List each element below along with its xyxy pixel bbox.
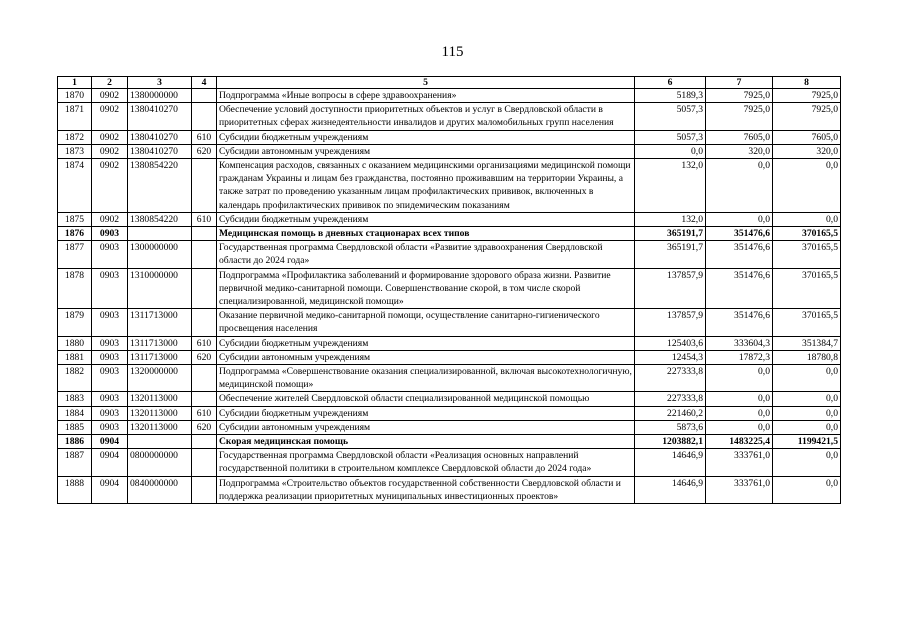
section-code: 0904 <box>92 435 128 449</box>
item-name: Скорая медицинская помощь <box>217 435 635 449</box>
expense-type-code <box>192 365 217 392</box>
section-code: 0903 <box>92 227 128 241</box>
table-row <box>58 212 841 226</box>
amount-2024: 320,0 <box>773 144 841 158</box>
amount-2023: 7605,0 <box>706 130 773 144</box>
amount-2024: 351384,7 <box>773 336 841 350</box>
row-number: 1872 <box>58 130 92 144</box>
section-code: 0904 <box>92 476 128 503</box>
amount-2023: 7925,0 <box>706 103 773 130</box>
item-name: Подпрограмма «Профилактика заболеваний и формирование здорового образа жизни. Развитие первичной медико-санитарной помощи. Совершенствование скорой, в том числе скорой специализированной, медицинской помощи» <box>217 268 635 309</box>
amount-2024: 370165,5 <box>773 268 841 309</box>
item-name: Подпрограмма «Строительство объектов государственной собственности Свердловской области и поддержка реализации приоритетных муниципальных инвестиционных проектов» <box>217 476 635 503</box>
target-code: 0840000000 <box>128 476 192 503</box>
row-number: 1881 <box>58 350 92 364</box>
amount-2023: 333761,0 <box>706 449 773 476</box>
target-code: 1300000000 <box>128 241 192 268</box>
expense-type-code <box>192 449 217 476</box>
target-code: 1320000000 <box>128 365 192 392</box>
item-name: Субсидии бюджетным учреждениям <box>217 336 635 350</box>
section-code: 0903 <box>92 241 128 268</box>
amount-2024: 7925,0 <box>773 89 841 103</box>
col-header: 8 <box>773 77 841 89</box>
amount-2023: 351476,6 <box>706 309 773 336</box>
page-number: 115 <box>441 44 464 60</box>
target-code: 1380854220 <box>128 212 192 226</box>
item-name: Субсидии бюджетным учреждениям <box>217 130 635 144</box>
expense-type-code: 610 <box>192 406 217 420</box>
table-row <box>58 392 841 406</box>
col-header: 7 <box>706 77 773 89</box>
expense-type-code: 610 <box>192 212 217 226</box>
amount-2024: 0,0 <box>773 212 841 226</box>
row-number: 1876 <box>58 227 92 241</box>
section-code: 0903 <box>92 350 128 364</box>
table-row <box>58 241 841 268</box>
expense-type-code <box>192 268 217 309</box>
expense-type-code <box>192 159 217 213</box>
row-number: 1884 <box>58 406 92 420</box>
amount-2023: 0,0 <box>706 406 773 420</box>
amount-2023: 0,0 <box>706 159 773 213</box>
item-name: Субсидии автономным учреждениям <box>217 420 635 434</box>
target-code: 1320113000 <box>128 420 192 434</box>
table-row <box>58 89 841 103</box>
amount-2023: 17872,3 <box>706 350 773 364</box>
amount-2024: 0,0 <box>773 406 841 420</box>
target-code: 1311713000 <box>128 336 192 350</box>
item-name: Субсидии бюджетным учреждениям <box>217 406 635 420</box>
target-code <box>128 227 192 241</box>
row-number: 1873 <box>58 144 92 158</box>
amount-2022: 365191,7 <box>635 227 706 241</box>
item-name: Субсидии автономным учреждениям <box>217 144 635 158</box>
row-number: 1885 <box>58 420 92 434</box>
item-name: Государственная программа Свердловской области «Реализация основных направлений государственной политики в строительном комплексе Свердловской области до 2024 года» <box>217 449 635 476</box>
amount-2023: 0,0 <box>706 392 773 406</box>
amount-2022: 132,0 <box>635 159 706 213</box>
amount-2024: 0,0 <box>773 365 841 392</box>
target-code: 1311713000 <box>128 309 192 336</box>
item-name: Государственная программа Свердловской области «Развитие здравоохранения Свердловской области до 2024 года» <box>217 241 635 268</box>
table-row <box>58 435 841 449</box>
row-number: 1886 <box>58 435 92 449</box>
amount-2022: 14646,9 <box>635 476 706 503</box>
section-code: 0903 <box>92 309 128 336</box>
section-code: 0904 <box>92 449 128 476</box>
item-name: Компенсация расходов, связанных с оказанием медицинскими организациями медицинской помощи гражданам Украины и лицам без гражданства, постоянно проживавшим на территории Украины, а также затрат по проведению указанным лицам профилактических прививок, включенных в календарь профилактических прививок по эпидемическим показаниям <box>217 159 635 213</box>
table-row <box>58 420 841 434</box>
table-row <box>58 130 841 144</box>
amount-2023: 333761,0 <box>706 476 773 503</box>
row-number: 1874 <box>58 159 92 213</box>
table-row <box>58 144 841 158</box>
target-code: 1311713000 <box>128 350 192 364</box>
row-number: 1875 <box>58 212 92 226</box>
table-row <box>58 476 841 503</box>
expense-type-code <box>192 227 217 241</box>
expense-type-code <box>192 392 217 406</box>
table-row <box>58 227 841 241</box>
expense-type-code: 610 <box>192 130 217 144</box>
table-row <box>58 350 841 364</box>
item-name: Обеспечение жителей Свердловской области специализированной медицинской помощью <box>217 392 635 406</box>
row-number: 1877 <box>58 241 92 268</box>
row-number: 1878 <box>58 268 92 309</box>
row-number: 1871 <box>58 103 92 130</box>
amount-2022: 5057,3 <box>635 103 706 130</box>
table-row <box>58 365 841 392</box>
table-row <box>58 309 841 336</box>
section-code: 0902 <box>92 159 128 213</box>
col-header: 2 <box>92 77 128 89</box>
amount-2024: 370165,5 <box>773 241 841 268</box>
target-code <box>128 435 192 449</box>
table-row <box>58 336 841 350</box>
amount-2023: 1483225,4 <box>706 435 773 449</box>
expense-type-code <box>192 241 217 268</box>
amount-2024: 0,0 <box>773 449 841 476</box>
table-row <box>58 159 841 213</box>
section-code: 0902 <box>92 103 128 130</box>
col-header: 1 <box>58 77 92 89</box>
expense-type-code <box>192 476 217 503</box>
row-number: 1882 <box>58 365 92 392</box>
col-header: 5 <box>217 77 635 89</box>
section-code: 0903 <box>92 392 128 406</box>
target-code: 1320113000 <box>128 406 192 420</box>
amount-2024: 0,0 <box>773 420 841 434</box>
row-number: 1880 <box>58 336 92 350</box>
item-name: Субсидии автономным учреждениям <box>217 350 635 364</box>
section-code: 0903 <box>92 365 128 392</box>
target-code: 1380854220 <box>128 159 192 213</box>
target-code: 1380000000 <box>128 89 192 103</box>
amount-2022: 137857,9 <box>635 268 706 309</box>
row-number: 1883 <box>58 392 92 406</box>
item-name: Обеспечение условий доступности приоритетных объектов и услуг в Свердловской области в приоритетных сферах жизнедеятельности инвалидов и других маломобильных групп населения <box>217 103 635 130</box>
item-name: Медицинская помощь в дневных стационарах всех типов <box>217 227 635 241</box>
header-row <box>58 77 841 89</box>
amount-2024: 370165,5 <box>773 227 841 241</box>
section-code: 0902 <box>92 144 128 158</box>
target-code: 1310000000 <box>128 268 192 309</box>
amount-2023: 351476,6 <box>706 227 773 241</box>
col-header: 4 <box>192 77 217 89</box>
amount-2022: 5189,3 <box>635 89 706 103</box>
amount-2022: 221460,2 <box>635 406 706 420</box>
amount-2022: 5057,3 <box>635 130 706 144</box>
amount-2024: 18780,8 <box>773 350 841 364</box>
amount-2022: 5873,6 <box>635 420 706 434</box>
amount-2022: 365191,7 <box>635 241 706 268</box>
amount-2023: 0,0 <box>706 212 773 226</box>
amount-2024: 7925,0 <box>773 103 841 130</box>
amount-2024: 7605,0 <box>773 130 841 144</box>
target-code: 1320113000 <box>128 392 192 406</box>
expense-type-code: 620 <box>192 350 217 364</box>
amount-2023: 0,0 <box>706 420 773 434</box>
section-code: 0903 <box>92 336 128 350</box>
table-row <box>58 449 841 476</box>
amount-2024: 1199421,5 <box>773 435 841 449</box>
item-name: Оказание первичной медико-санитарной помощи, осуществление санитарно-гигиенического просвещения населения <box>217 309 635 336</box>
section-code: 0902 <box>92 212 128 226</box>
amount-2023: 351476,6 <box>706 241 773 268</box>
section-code: 0902 <box>92 89 128 103</box>
row-number: 1879 <box>58 309 92 336</box>
section-code: 0903 <box>92 406 128 420</box>
amount-2022: 137857,9 <box>635 309 706 336</box>
row-number: 1870 <box>58 89 92 103</box>
amount-2023: 320,0 <box>706 144 773 158</box>
amount-2022: 0,0 <box>635 144 706 158</box>
amount-2022: 132,0 <box>635 212 706 226</box>
expense-type-code: 610 <box>192 336 217 350</box>
amount-2024: 0,0 <box>773 159 841 213</box>
table-row <box>58 268 841 309</box>
amount-2022: 14646,9 <box>635 449 706 476</box>
amount-2024: 0,0 <box>773 476 841 503</box>
amount-2023: 7925,0 <box>706 89 773 103</box>
item-name: Подпрограмма «Совершенствование оказания специализированной, включая высокотехнологичную, медицинской помощи» <box>217 365 635 392</box>
section-code: 0902 <box>92 130 128 144</box>
expense-type-code <box>192 309 217 336</box>
expense-type-code: 620 <box>192 420 217 434</box>
amount-2024: 370165,5 <box>773 309 841 336</box>
item-name: Подпрограмма «Иные вопросы в сфере здравоохранения» <box>217 89 635 103</box>
expense-type-code <box>192 103 217 130</box>
expense-type-code: 620 <box>192 144 217 158</box>
amount-2022: 227333,8 <box>635 365 706 392</box>
amount-2023: 351476,6 <box>706 268 773 309</box>
amount-2022: 1203882,1 <box>635 435 706 449</box>
expense-type-code <box>192 435 217 449</box>
section-code: 0903 <box>92 268 128 309</box>
col-header: 3 <box>128 77 192 89</box>
target-code: 1380410270 <box>128 130 192 144</box>
amount-2022: 227333,8 <box>635 392 706 406</box>
row-number: 1887 <box>58 449 92 476</box>
target-code: 1380410270 <box>128 144 192 158</box>
budget-table <box>57 76 841 504</box>
amount-2023: 333604,3 <box>706 336 773 350</box>
table-row <box>58 103 841 130</box>
amount-2024: 0,0 <box>773 392 841 406</box>
section-code: 0903 <box>92 420 128 434</box>
amount-2022: 12454,3 <box>635 350 706 364</box>
target-code: 1380410270 <box>128 103 192 130</box>
amount-2022: 125403,6 <box>635 336 706 350</box>
target-code: 0800000000 <box>128 449 192 476</box>
expense-type-code <box>192 89 217 103</box>
col-header: 6 <box>635 77 706 89</box>
row-number: 1888 <box>58 476 92 503</box>
amount-2023: 0,0 <box>706 365 773 392</box>
table-row <box>58 406 841 420</box>
item-name: Субсидии бюджетным учреждениям <box>217 212 635 226</box>
